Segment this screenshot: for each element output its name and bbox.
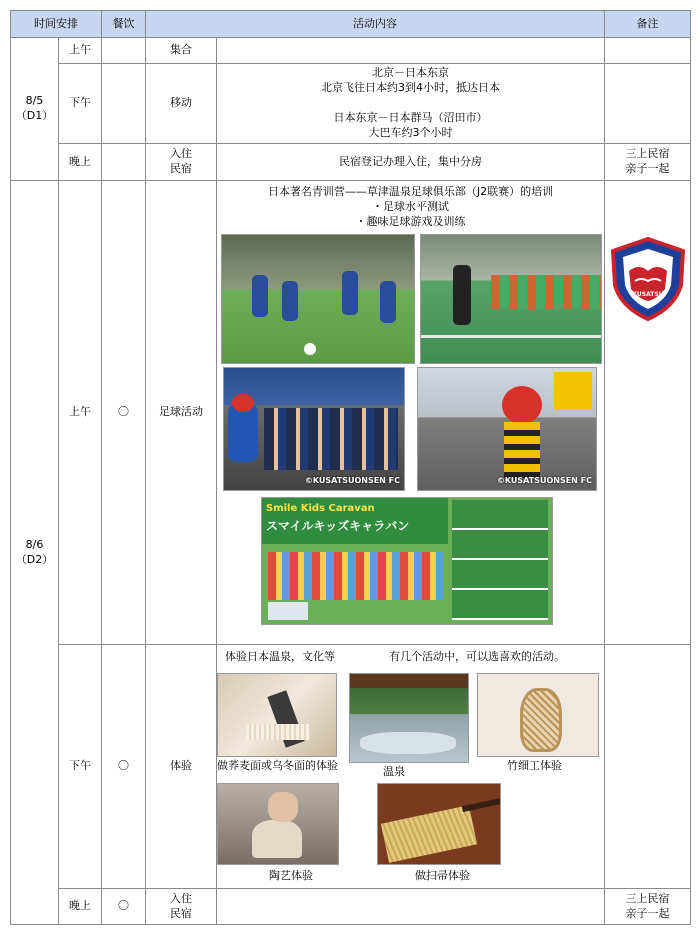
type-cell: 移动 bbox=[146, 64, 217, 144]
meal-cell: 〇 bbox=[102, 645, 146, 889]
table-row bbox=[11, 64, 691, 144]
meal-cell: 〇 bbox=[102, 181, 146, 645]
content-cell bbox=[217, 38, 605, 64]
meal-cell bbox=[102, 64, 146, 144]
kusatsu-club-logo bbox=[605, 233, 691, 323]
note-cell bbox=[605, 645, 691, 889]
caption-hot-spring: 温泉 bbox=[383, 765, 405, 778]
meal-cell: 〇 bbox=[102, 889, 146, 925]
note-cell bbox=[605, 38, 691, 64]
caption-bamboo: 竹细工体验 bbox=[507, 759, 562, 772]
soccer-intro: 日本著名青训营——草津温泉足球俱乐部（J2联赛）的培训 ・足球水平测试 ・趣味足球游戏及训练 bbox=[267, 185, 554, 228]
date-cell: 8/5 （D1） bbox=[11, 38, 59, 181]
table-row bbox=[11, 889, 691, 925]
note-cell: 三上民宿 亲子一起 bbox=[605, 144, 691, 181]
date-cell: 8/6 （D2） bbox=[11, 181, 59, 925]
table-row bbox=[11, 38, 691, 64]
type-cell: 入住 民宿 bbox=[146, 144, 217, 181]
broom-making-photo bbox=[377, 783, 501, 865]
photo-watermark: ©KUSATSUONSEN FC bbox=[304, 476, 400, 486]
bamboo-craft-photo bbox=[477, 673, 599, 757]
schedule-table bbox=[10, 10, 691, 925]
content-cell bbox=[217, 645, 605, 889]
period-cell: 上午 bbox=[59, 181, 102, 645]
meal-cell bbox=[102, 144, 146, 181]
period-cell: 下午 bbox=[59, 645, 102, 889]
mascot-photo bbox=[417, 367, 597, 491]
period-cell: 晚上 bbox=[59, 889, 102, 925]
caption-pottery: 陶艺体验 bbox=[269, 869, 313, 882]
note-cell bbox=[605, 181, 691, 645]
header-row bbox=[11, 11, 691, 38]
type-cell: 集合 bbox=[146, 38, 217, 64]
header-activity: 活动内容 bbox=[146, 11, 605, 38]
soccer-kids-photo bbox=[221, 234, 415, 364]
photo-watermark: ©KUSATSUONSEN FC bbox=[496, 476, 592, 486]
banner-subtitle: スマイルキッズキャラバン bbox=[266, 519, 410, 533]
content-cell: 民宿登记办理入住，集中分房 bbox=[217, 144, 605, 181]
meal-cell bbox=[102, 38, 146, 64]
banner-title: Smile Kids Caravan bbox=[266, 503, 375, 514]
team-group-photo bbox=[223, 367, 405, 491]
period-cell: 上午 bbox=[59, 38, 102, 64]
header-note: 备注 bbox=[605, 11, 691, 38]
caption-broom: 做扫帚体验 bbox=[415, 869, 470, 882]
type-cell: 体验 bbox=[146, 645, 217, 889]
note-cell: 三上民宿 亲子一起 bbox=[605, 889, 691, 925]
experience-intro: 体验日本温泉，文化等 bbox=[225, 650, 335, 663]
period-cell: 晚上 bbox=[59, 144, 102, 181]
soccer-training-photo bbox=[420, 234, 602, 364]
table-row bbox=[11, 645, 691, 889]
table-row bbox=[11, 181, 691, 645]
caption-noodle: 做荞麦面或乌冬面的体验 bbox=[217, 759, 338, 772]
type-cell: 入住 民宿 bbox=[146, 889, 217, 925]
hot-spring-photo bbox=[349, 673, 469, 763]
type-cell: 足球活动 bbox=[146, 181, 217, 645]
header-time: 时间安排 bbox=[11, 11, 102, 38]
period-cell: 下午 bbox=[59, 64, 102, 144]
header-meal: 餐饮 bbox=[102, 11, 146, 38]
content-cell: 北京－日本东京 北京飞往日本约3到4小时，抵达日本 日本东京－日本群马（沼田市） 大巴车约3个小时 bbox=[217, 64, 605, 144]
note-cell bbox=[605, 64, 691, 144]
content-cell bbox=[217, 889, 605, 925]
table-row bbox=[11, 144, 691, 181]
experience-note: 有几个活动中，可以选喜欢的活动。 bbox=[389, 650, 565, 663]
content-cell bbox=[217, 181, 605, 645]
pottery-photo bbox=[217, 783, 339, 865]
smile-kids-caravan-poster bbox=[261, 497, 553, 625]
noodle-making-photo bbox=[217, 673, 337, 757]
logo-text: KUSATSU bbox=[632, 291, 664, 298]
